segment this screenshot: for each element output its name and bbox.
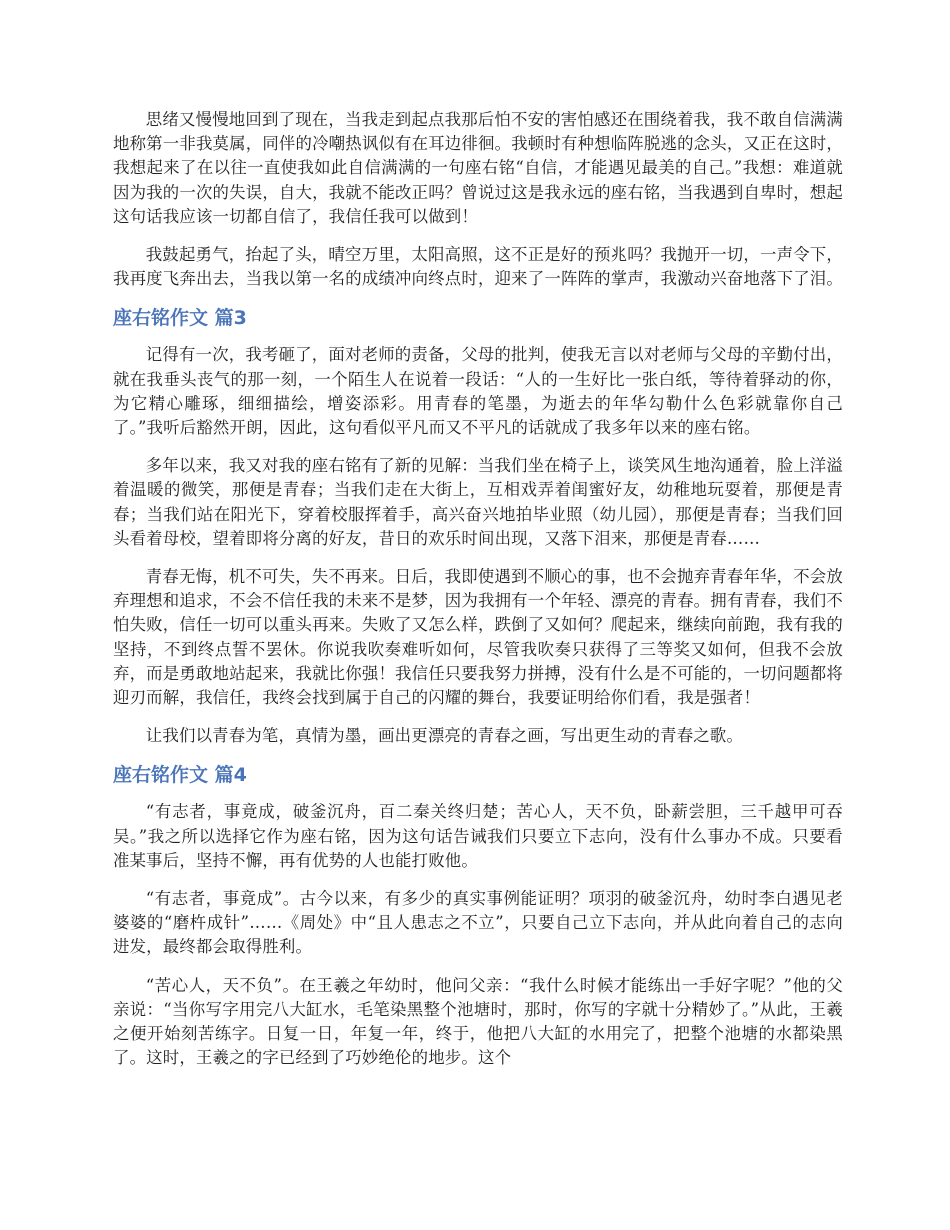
paragraph: 青春无悔，机不可失，失不再来。日后，我即使遇到不顺心的事，也不会抛弃青春年华，不会放弃理想和追求，不会不信任我的未来不是梦，因为我拥有一个年轻、漂亮的青春。拥有青春，我们不怕失败，信任一切可以重头再来。失败了又怎么样，跌倒了又如何？爬起来，继续向前跑，我有我的坚持，不到终点誓不罢休。你说我吹奏难听如何，尽管我吹奏只获得了三等奖又如何，但我不会放弃，而是勇敢地站起来，我就比你强！我信任只要我努力拼搏，没有什么是不可能的，一切问题都将迎刃而解，我信任，我终会找到属于自己的闪耀的舞台，我要证明给你们看，我是强者！ [113, 567, 843, 708]
paragraph: “有志者，事竟成”。古今以来，有多少的真实事例能证明？项羽的破釜沉舟，幼时李白遇见老婆婆的“磨杵成针”……《周处》中“且人患志之不立”，只要自己立下志向，并从此向着自己的志向进发，最终都会取得胜利。 [113, 889, 843, 957]
paragraph: “有志者，事竟成，破釜沉舟，百二秦关终归楚；苦心人，天不负，卧薪尝胆，三千越甲可吞吴。”我之所以选择它作为座右铭，因为这句话告诫我们只要立下志向，没有什么事办不成。只要看准某事后，坚持不懈，再有优势的人也能打败他。 [113, 802, 843, 870]
paragraph: 思绪又慢慢地回到了现在，当我走到起点我那后怕不安的害怕感还在围绕着我，我不敢自信满满地称第一非我莫属，同伴的冷嘲热讽似有在耳边徘徊。我顿时有种想临阵脱逃的念头，又正在这时，我想起来了在以往一直使我如此自信满满的一句座右铭“自信，才能遇见最美的自己。”我想：难道就因为我的一次的失误，自大，我就不能改正吗？曾说过这是我永远的座右铭，当我遇到自卑时，想起这句话我应该一切都自信了，我信任我可以做到！ [113, 110, 843, 226]
section-heading: 座右铭作文 篇4 [113, 764, 247, 787]
paragraph: 让我们以青春为笔，真情为墨，画出更漂亮的青春之画，写出更生动的青春之歌。 [145, 726, 744, 746]
paragraph: 我鼓起勇气，抬起了头，晴空万里，太阳高照，这不正是好的预兆吗？我抛开一切，一声令下，我再度飞奔出去，当我以第一名的成绩冲向终点时，迎来了一阵阵的掌声，我激动兴奋地落下了泪。 [113, 245, 843, 289]
paragraph: “苦心人，天不负”。在王羲之年幼时，他问父亲：“我什么时候才能练出一手好字呢？”他的父亲说：“当你写字用完八大缸水，毛笔染黑整个池塘时，那时，你写的字就十分精妙了。”从此，王羲之便开始刻苦练字。日复一日，年复一年，终于，他把八大缸的水用完了，把整个池塘的水都染黑了。这时，王羲之的字已经到了巧妙绝伦的地步。这个 [113, 975, 843, 1068]
paragraph: 多年以来，我又对我的座右铭有了新的见解：当我们坐在椅子上，谈笑风生地沟通着，脸上洋溢着温暖的微笑，那便是青春；当我们走在大街上，互相戏弄着闺蜜好友，幼稚地玩耍着，那便是青春；当我们站在阳光下，穿着校服挥着手，高兴奋兴地拍毕业照（幼儿园），那便是青春；当我们回头看着母校，望着即将分离的好友，昔日的欢乐时间出现，又落下泪来，那便是青春…… [113, 456, 843, 548]
document-body [113, 108, 843, 1085]
section-heading: 座右铭作文 篇3 [113, 307, 247, 330]
paragraph: 记得有一次，我考砸了，面对老师的责备，父母的批判，使我无言以对老师与父母的辛勤付出，就在我垂头丧气的那一刻，一个陌生人在说着一段话：“人的一生好比一张白纸，等待着驿动的你，为它精心雕琢，细细描绘，增姿添彩。用青春的笔墨，为逝去的年华勾勒什么色彩就靠你自己了。”我听后豁然开朗，因此，这句看似平凡而又不平凡的话就成了我多年以来的座右铭。 [113, 345, 843, 438]
